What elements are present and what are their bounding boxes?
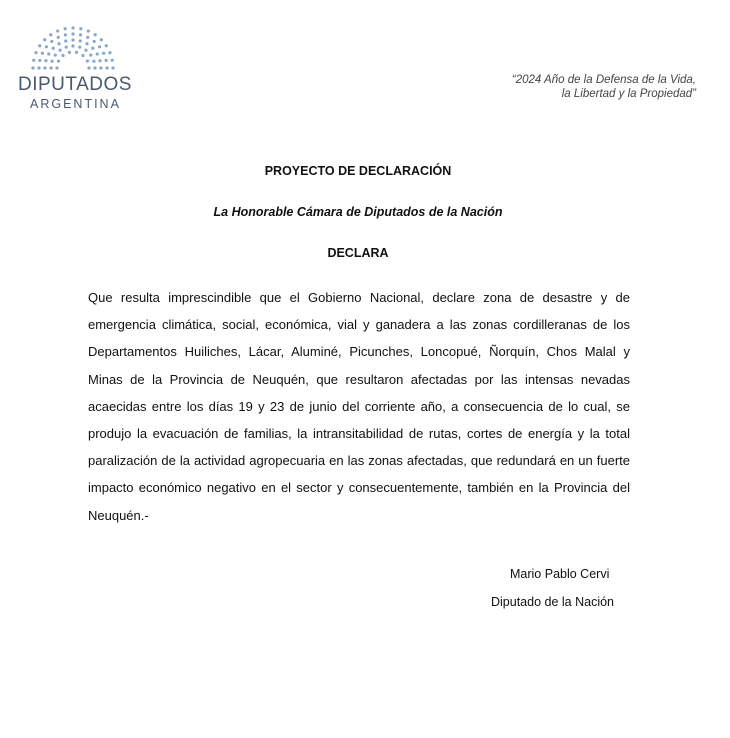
hemicycle-seat <box>91 47 94 50</box>
hemicycle-seat <box>55 66 58 69</box>
hemicycle-seat <box>98 59 101 62</box>
hemicycle-seat <box>98 45 101 48</box>
hemicycle-seat <box>86 36 89 39</box>
hemicycle-seat <box>38 59 41 62</box>
hemicycle-seat <box>38 44 41 47</box>
hemicycle-seat <box>57 59 60 62</box>
signer-title: Diputado de la Nación <box>491 595 614 609</box>
hemicycle-seat <box>57 42 60 45</box>
hemicycle-seat <box>78 45 81 48</box>
hemicycle-seat <box>71 44 74 47</box>
hemicycle-seat <box>100 38 103 41</box>
hemicycle-seat <box>52 47 55 50</box>
hemicycle-seat <box>84 49 87 52</box>
logo-title: DIPUTADOS <box>18 74 132 95</box>
hemicycle-seat <box>71 26 74 29</box>
hemicycle-seat <box>64 27 67 30</box>
hemicycle-seat <box>44 59 47 62</box>
hemicycle-seat <box>58 49 61 52</box>
hemicycle-seat <box>50 40 53 43</box>
hemicycle-seat <box>57 36 60 39</box>
hemicycle-seat <box>54 53 57 56</box>
hemicycle-seat <box>108 51 111 54</box>
declaration-body: Que resulta imprescindible que el Gobierno Nacional, declare zona de desastre y de emergencia climática, social, económica, vial y ganadera a las zonas cordilleranas de los Departamentos Huiliches, Lácar, Aluminé, Picunches, Loncopué, Ñorquín, Chos Malal y Minas de la Provincia de Neuquén, que resultaron afectadas por las intensas nevadas acaecidas entre los días 19 y 23 de junio del corriente año, a consecuencia de lo cual, se produjo la evacuación de familias, la intransitabilidad de rutas, cortes de energía y la total paralización de la actividad agropecuaria en las zonas afectadas, que redundará en un fuerte impacto económico negativo en el sector y consecuentemente, también en la Provincia del Neuquén.- <box>88 290 630 523</box>
hemicycle-seat <box>93 66 96 69</box>
hemicycle-seat <box>92 60 95 63</box>
hemicycle-seat <box>79 27 82 30</box>
logo-subtitle: ARGENTINA <box>30 97 121 111</box>
hemicycle-seat <box>65 45 68 48</box>
hemicycle-seat <box>64 33 67 36</box>
hemicycle-seat <box>89 53 92 56</box>
hemicycle-seat <box>86 59 89 62</box>
hemicycle-icon <box>28 24 118 70</box>
hemicycle-seat <box>105 59 108 62</box>
hemicycle-seat <box>99 66 102 69</box>
hemicycle-seat <box>96 52 99 55</box>
hemicycle-seat <box>50 60 53 63</box>
hemicycle-seat <box>102 52 105 55</box>
year-motto <box>512 73 696 101</box>
hemicycle-seat <box>79 39 82 42</box>
chamber-line: La Honorable Cámara de Diputados de la Nación <box>213 205 503 219</box>
hemicycle-seat <box>64 39 67 42</box>
hemicycle-seat <box>43 66 46 69</box>
hemicycle-seat <box>49 66 52 69</box>
hemicycle-seat <box>56 29 59 32</box>
signer-name: Mario Pablo Cervi <box>510 567 610 581</box>
hemicycle-seat <box>31 66 34 69</box>
hemicycle-seat <box>87 29 90 32</box>
hemicycle-seat <box>79 33 82 36</box>
hemicycle-seat <box>71 38 74 41</box>
hemicycle-seat <box>34 51 37 54</box>
motto-line-2: la Libertad y la Propiedad” <box>561 88 696 100</box>
motto-line-1: “2024 Año de la Defensa de la Vida, <box>511 74 696 86</box>
hemicycle-seat <box>49 33 52 36</box>
hemicycle-seat <box>111 59 114 62</box>
hemicycle-seat <box>45 45 48 48</box>
hemicycle-seat <box>105 44 108 47</box>
hemicycle-seat <box>81 54 84 57</box>
hemicycle-seat <box>41 52 44 55</box>
hemicycle-seat <box>94 33 97 36</box>
hemicycle-seat <box>61 54 64 57</box>
diputados-logo <box>18 24 132 114</box>
hemicycle-seat <box>111 66 114 69</box>
hemicycle-seat <box>87 66 90 69</box>
hemicycle-seat <box>71 32 74 35</box>
hemicycle-seat <box>75 51 78 54</box>
hemicycle-seat <box>37 66 40 69</box>
hemicycle-seat <box>93 40 96 43</box>
hemicycle-seat <box>68 51 71 54</box>
document-heading: PROYECTO DE DECLARACIÓN <box>264 164 452 178</box>
hemicycle-seat <box>43 38 46 41</box>
declares-line: DECLARA <box>327 246 389 260</box>
hemicycle-seat <box>85 42 88 45</box>
hemicycle-seat <box>105 66 108 69</box>
hemicycle-seat <box>32 59 35 62</box>
hemicycle-seat <box>47 52 50 55</box>
